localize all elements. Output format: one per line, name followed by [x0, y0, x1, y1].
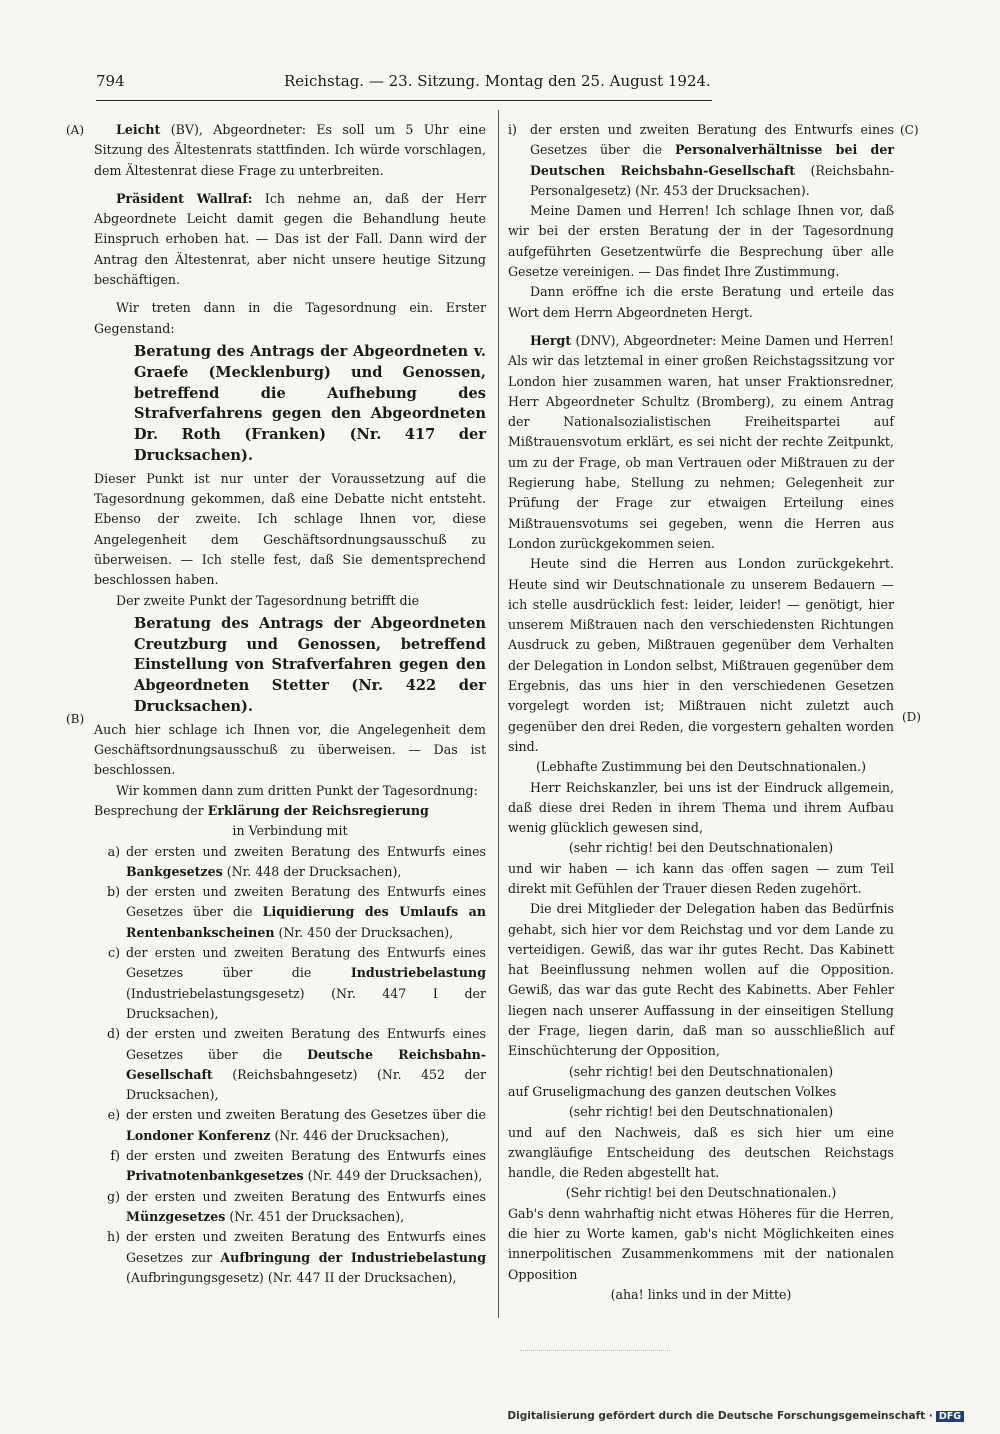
left-column: [94, 120, 486, 1288]
paragraph: Der zweite Punkt der Tagesordnung betrifft die: [116, 592, 420, 608]
margin-marker-b: (B): [66, 712, 85, 726]
paragraph: Auch hier schlage ich Ihnen vor, die Angelegenheit dem Geschäftsordnungsausschuß zu überweisen. — Das ist beschlossen.: [94, 721, 486, 778]
digitization-footer: Digitalisierung gefördert durch die Deutsche Forschungsgemeinschaft · DFG: [507, 1410, 964, 1422]
paragraph: Heute sind die Herren aus London zurückgekehrt. Heute sind wir Deutschnationale zu unserem Bedauern — ich stelle ausdrücklich fest: leider, leider! — genötigt, hier unserem Mißtrauen nach den verschiedensten Richtungen Ausdruck zu geben, Mißtrauen gegenüber dem Verhalten der Delegation in London selbst, Mißtrauen gegenüber dem Ergebnis, das uns hier in den verschiedenen Gesetzen vorgelegt worden ist; Mißtrauen nicht zuletzt auch gegenüber den drei Reden, die vorgestern gehalten worden sind.: [508, 556, 894, 754]
paragraph: und auf den Nachweis, daß es sich hier um eine zwangläufige Entscheidung des deutschen Reichstags handle, die Reden abgestellt hat.: [508, 1124, 894, 1181]
list-item: i) der ersten und zweiten Beratung des Entwurfs eines Gesetzes über die Personalverhältnisse bei der Deutschen Reichsbahn-Gesellschaft (Reichsbahn-Personalgesetz) (Nr. 453 der Drucksachen).: [508, 122, 894, 198]
header-rule: [96, 100, 712, 101]
dfg-logo: DFG: [936, 1411, 964, 1422]
paragraph: Dann eröffne ich die erste Beratung und erteile das Wort dem Herrn Abgeordneten Hergt.: [508, 284, 894, 320]
list-item: e) der ersten und zweiten Beratung des Gesetzes über die Londoner Konferenz (Nr. 446 der Drucksachen),: [107, 1107, 486, 1143]
interjection: (sehr richtig! bei den Deutschnationalen): [568, 1104, 834, 1120]
list-item: f) der ersten und zweiten Beratung des Entwurfs eines Privatnotenbankgesetzes (Nr. 449 der Drucksachen),: [110, 1148, 486, 1184]
speaker-name: Hergt: [530, 332, 572, 348]
paragraph: Gab's denn wahrhaftig nicht etwas Höheres für die Herren, die hier zu Worte kamen, gab's nicht Möglichkeiten eines innerpolitischen Zusammenkommens mit der nationalen Opposition: [508, 1205, 894, 1282]
paragraph: Wir treten dann in die Tagesordnung ein. Erster Gegenstand:: [94, 300, 486, 336]
margin-marker-c: (C): [900, 123, 919, 137]
paragraph: Hergt (DNV), Abgeordneter: Meine Damen und Herren! Als wir das letztemal in einer großen Reichstagssitzung vor London hier zusammen waren, hat unser Fraktionsredner, Herr Abgeordneter Schultz (Bromberg), zu einem Antrag der Nationalsozialistischen Freiheitspartei auf Mißtrauensvotum erklärt, es sei nicht der rechte Zeitpunkt, um zu der Frage, ob man Vertrauen oder Mißtrauen zu der Regierung habe, Stellung zu nehmen; Gelegenheit zur Prüfung der Frage zur etwaigen Erteilung eines Mißtrauensvotums sei gegeben, wenn die Herren aus London zurückgekommen seien.: [508, 332, 894, 551]
interjection: (aha! links und in der Mitte): [610, 1286, 792, 1302]
paragraph: Leicht (BV), Abgeordneter: Es soll um 5 Uhr eine Sitzung des Ältestenrats stattfinden. Ich würde vorschlagen, dem Ältestenrat diese Frage zu unterbreiten.: [94, 122, 486, 178]
list-item: c) der ersten und zweiten Beratung des Entwurfs eines Gesetzes über die Industriebelastung (Industriebelastungsgesetz) (Nr. 447 I der Drucksachen),: [108, 945, 486, 1021]
running-title: Reichstag. — 23. Sitzung. Montag den 25. August 1924.: [284, 72, 711, 90]
paragraph: Herr Reichskanzler, bei uns ist der Eindruck allgemein, daß diese drei Reden in ihrem Thema und ihrem Aufbau wenig glücklich gewesen sind,: [508, 779, 894, 836]
paragraph: Die drei Mitglieder der Delegation haben das Bedürfnis gehabt, sich hier vor dem Reichstag und vor dem Lande zu verteidigen. Gewiß, das war ihr gutes Recht. Das Kabinett hat Beeinflussung nehmen wollen auf die Opposition. Gewiß, das war das gute Recht des Kabinetts. Aber Fehler liegen nach unserer Auffassung in der einseitigen Stellung der Frage, liegen darin, daß man so ausschließlich auf Einschüchterung der Opposition,: [508, 901, 894, 1059]
paragraph: Dieser Punkt ist nur unter der Voraussetzung auf die Tagesordnung gekommen, daß eine Debatte nicht entsteht. Ebenso der zweite. Ich schlage Ihnen vor, diese Angelegenheit dem Geschäftsordnungsausschuß zu überweisen. — Ich stelle fest, daß Sie dementsprechend beschlossen haben.: [94, 470, 486, 588]
margin-marker-a: (A): [66, 123, 85, 137]
speaker-name: Präsident Wallraf:: [116, 190, 253, 206]
paragraph: und wir haben — ich kann das offen sagen — zum Teil direkt mit Gefühlen der Trauer diesen Reden zugehört.: [508, 860, 894, 896]
motion-title: Beratung des Antrags der Abgeordneten Creutzburg und Genossen, betreffend Einstellung von Strafverfahren gegen den Abgeordneten Stetter (Nr. 422 der Drucksachen).: [134, 614, 486, 716]
interjection: (sehr richtig! bei den Deutschnationalen): [568, 840, 834, 856]
paragraph: auf Gruseligmachung des ganzen deutschen Volkes: [508, 1083, 837, 1099]
page-number: 794: [96, 72, 125, 90]
list-item: d) der ersten und zweiten Beratung des Entwurfs eines Gesetzes über die Deutsche Reichsbahn-Gesellschaft (Reichsbahngesetz) (Nr. 452 der Drucksachen),: [107, 1026, 486, 1103]
emphasis: Erklärung der Reichsregierung: [207, 803, 429, 818]
paragraph: Präsident Wallraf: Ich nehme an, daß der Herr Abgeordnete Leicht damit gegen die Behandlung heute Einspruch erhoben hat. — Das ist der Fall. Dann wird der Antrag den Ältestenrat, aber nicht unsere heutige Sitzung beschäftigen.: [94, 190, 486, 288]
paragraph: Besprechung der Erklärung der Reichsregierung: [94, 803, 429, 818]
speaker-name: Leicht: [116, 122, 161, 137]
interjection: (sehr richtig! bei den Deutschnationalen): [568, 1063, 834, 1079]
margin-marker-d: (D): [902, 710, 921, 724]
paragraph: in Verbindung mit: [232, 823, 348, 839]
list-item: b) der ersten und zweiten Beratung des Entwurfs eines Gesetzes über die Liquidierung des Umlaufs an Rentenbankscheinen (Nr. 450 der Drucksachen),: [107, 884, 486, 940]
list-item: a) der ersten und zweiten Beratung des Entwurfs eines Bankgesetzes (Nr. 448 der Drucksachen),: [107, 843, 486, 879]
list-item: h) der ersten und zweiten Beratung des Entwurfs eines Gesetzes zur Aufbringung der Industriebelastung (Aufbringungsgesetz) (Nr. 447 II der Drucksachen),: [106, 1229, 486, 1285]
paragraph: Meine Damen und Herren! Ich schlage Ihnen vor, daß wir bei der ersten Beratung der in der Tagesordnung aufgeführten Gesetzentwürfe die Besprechung über alle Gesetze vereinigen. — Das findet Ihre Zustimmung.: [508, 203, 894, 280]
paragraph: Wir kommen dann zum dritten Punkt der Tagesordnung:: [116, 782, 478, 798]
print-smudge: [520, 1350, 670, 1351]
motion-title: Beratung des Antrags der Abgeordneten v. Graefe (Mecklenburg) und Genossen, betreffend die Aufhebung des Strafverfahrens gegen den Abgeordneten Dr. Roth (Franken) (Nr. 417 der Drucksachen).: [134, 342, 486, 464]
list-item: g) der ersten und zweiten Beratung des Entwurfs eines Münzgesetzes (Nr. 451 der Drucksachen),: [107, 1188, 486, 1224]
interjection: (Lebhafte Zustimmung bei den Deutschnationalen.): [535, 759, 867, 775]
interjection: (Sehr richtig! bei den Deutschnationalen.): [565, 1185, 837, 1201]
column-divider: [498, 110, 499, 1318]
right-column: [508, 120, 894, 1305]
